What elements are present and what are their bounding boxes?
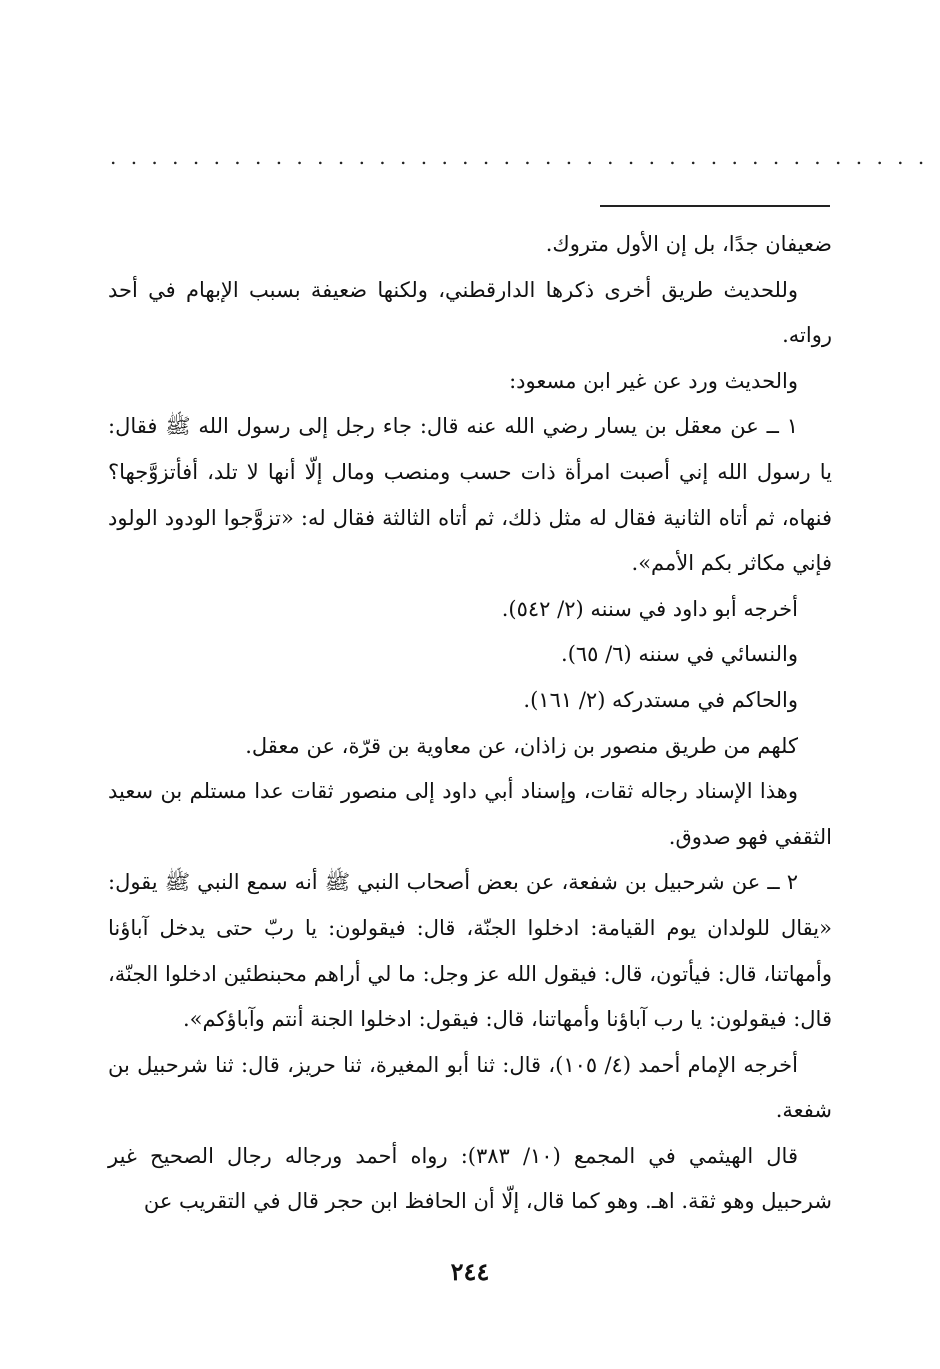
paragraph-4: أخرجه أبو داود في سننه (٢/ ٥٤٢). (501, 596, 798, 621)
paragraph-11: قال الهيثمي في المجمع (١٠/ ٣٨٣): رواه أحمد ورجاله رجال الصحيح غير شرحبيل وهو ثقة. اهـ. وهو كما قال، إلّا أن الحافظ ابن حجر قال في التقريب عن (108, 1143, 832, 1214)
footnote-rule (600, 205, 830, 207)
paragraph-5: والنسائي في سننه (٦/ ٦٥). (561, 642, 798, 667)
paragraph-2: والحديث ورد عن غير ابن مسعود: (509, 368, 798, 393)
paragraph-7: كلهم من طريق منصور بن زاذان، عن معاوية بن قرّة، عن معقل. (245, 733, 798, 758)
paragraph-0: ضعيفان جدًا، بل إن الأول متروك. (545, 232, 832, 256)
paragraph-9: ٢ ــ عن شرحبيل بن شفعة، عن بعض أصحاب النبي ﷺ أنه سمع النبي ﷺ يقول: «يقال للولدان يوم القيامة: ادخلوا الجنّة، قال: فيقولون: يا ربّ حتى يدخل آباؤنا وأمهاتنا، قال: فيأتون، قال: فيقول الله عز وجل: ما لي أراهم محبنطئين ادخلوا الجنّة، قال: فيقولون: يا رب آباؤنا وأمهاتنا، قال: فيقول: ادخلوا الجنة أنتم وآباؤكم». (108, 870, 832, 1032)
paragraph-1: وللحديث طريق أخرى ذكرها الدارقطني، ولكنها ضعيفة بسبب الإبهام في أحد رواته. (108, 277, 832, 348)
page-body (108, 222, 832, 1225)
page-number: ٢٤٤ (450, 1257, 490, 1286)
paragraph-10: أخرجه الإمام أحمد (٤/ ١٠٥)، قال: ثنا أبو المغيرة، ثنا حريز، قال: ثنا شرحبيل بن شفعة. (108, 1052, 832, 1123)
paragraph-6: والحاكم في مستدركه (٢/ ١٦١). (523, 687, 798, 712)
dotted-separator: . . . . . . . . . . . . . . . . . . . . . . . . . . . . . . . . . . . . . . . . (110, 145, 929, 169)
paragraph-8: وهذا الإسناد رجاله ثقات، وإسناد أبي داود إلى منصور ثقات عدا مستلم بن سعيد الثقفي فهو صدوق. (108, 779, 832, 849)
paragraph-3: ١ ــ عن معقل بن يسار رضي الله عنه قال: جاء رجل إلى رسول الله ﷺ فقال: يا رسول الله إني أصبت امرأة ذات حسب ومنصب ومال إلّا أنها لا تلد، أفأتزوَّجها؟ فنهاه، ثم أتاه الثانية فقال له مثل ذلك، ثم أتاه الثالثة فقال له: «تزوَّجوا الودود الولود فإني مكاثر بكم الأمم». (108, 414, 832, 576)
